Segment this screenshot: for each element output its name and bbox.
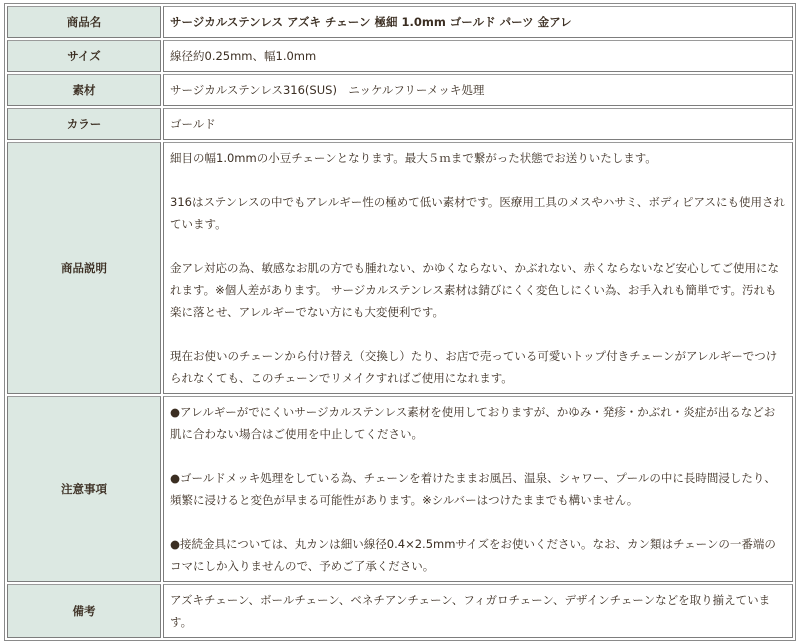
product-spec-table [4, 3, 796, 641]
label-notes: 注意事項 [7, 396, 161, 582]
value-material: サージカルステンレス316(SUS) ニッケルフリーメッキ処理 [163, 74, 793, 106]
value-notes [163, 396, 793, 582]
row-color [7, 108, 793, 140]
label-remarks: 備考 [7, 584, 161, 638]
row-size [7, 40, 793, 72]
label-color: カラー [7, 108, 161, 140]
label-material: 素材 [7, 74, 161, 106]
value-remarks: アズキチェーン、ボールチェーン、ベネチアンチェーン、フィガロチェーン、デザインチェーンなどを取り揃えています。 [163, 584, 793, 638]
note-paragraph: ●アレルギーがでにくいサージカルステンレス素材を使用しておりますが、かゆみ・発疹・かぶれ・炎症が出るなどお肌に合わない場合はご使用を中止してください。 [170, 405, 776, 441]
note-paragraph: ●接続金具については、丸カンは細い線径0.4×2.5mmサイズをお使いください。なお、カン類はチェーンの一番端のコマにしか入りませんので、予めご了承ください。 [170, 537, 776, 573]
label-description: 商品説明 [7, 142, 161, 394]
label-size: サイズ [7, 40, 161, 72]
description-paragraph: 細目の幅1.0mmの小豆チェーンとなります。最大５ｍまで繋がった状態でお送りいたします。 [170, 151, 657, 165]
value-color: ゴールド [163, 108, 793, 140]
value-size: 線径約0.25mm、幅1.0mm [163, 40, 793, 72]
description-paragraph: 現在お使いのチェーンから付け替え（交換し）たり、お店で売っている可愛いトップ付きチェーンがアレルギーでつけられなくても、このチェーンでリメイクすればご使用になれます。 [170, 349, 778, 385]
row-product-name [7, 6, 793, 38]
value-product-name: サージカルステンレス アズキ チェーン 極細 1.0mm ゴールド パーツ 金アレ [163, 6, 793, 38]
label-product-name: 商品名 [7, 6, 161, 38]
note-paragraph: ●ゴールドメッキ処理をしている為、チェーンを着けたままお風呂、温泉、シャワー、プールの中に長時間浸したり、頻繁に浸けると変色が早まる可能性があります。※シルバーはつけたままでも構いません。 [170, 471, 776, 507]
row-description [7, 142, 793, 394]
row-notes [7, 396, 793, 582]
row-remarks [7, 584, 793, 638]
description-paragraph: 316はステンレスの中でもアレルギー性の極めて低い素材です。医療用工具のメスやハサミ、ボディピアスにも使用されています。 [170, 195, 785, 231]
value-description [163, 142, 793, 394]
description-paragraph: 金アレ対応の為、敏感なお肌の方でも腫れない、かゆくならない、かぶれない、赤くならないなど安心してご使用になれます。※個人差があります。 サージカルステンレス素材は錆びにくく変色しにくい為、お手入れも簡単です。汚れも楽に落とせ、アレルギーでない方にも大変便利です。 [170, 261, 780, 319]
row-material [7, 74, 793, 106]
